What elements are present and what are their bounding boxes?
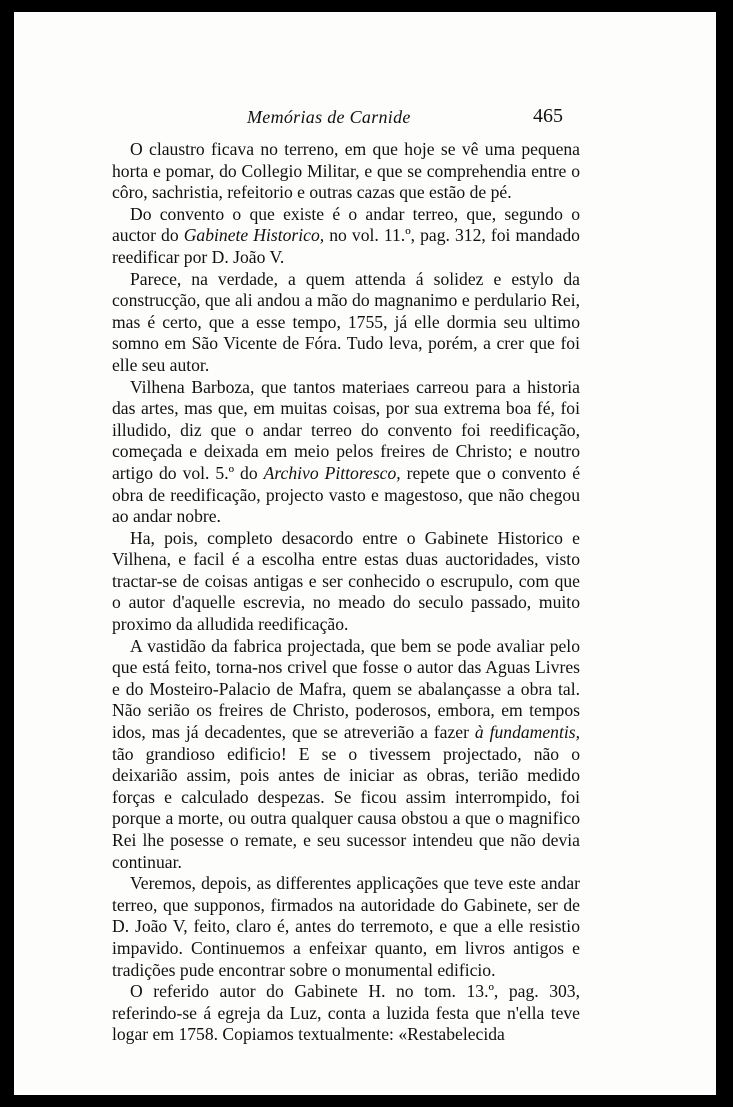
text-run: Vilhena Barboza, que tantos materiaes carreou para a historia das artes, mas que, em muitas coisas, por sua extrema boa fé, foi illudido, diz que o andar terreo do convento foi reedificação, começada e deixada em meio pelos freires de Christo; e noutro artigo do vol. 5.º do <box>112 376 580 483</box>
text-run: no vol. 11.º, pag. 312, foi mandado reedificar por D. João V. <box>112 225 580 267</box>
italic-title: Archivo Pittoresco, <box>263 462 401 483</box>
italic-title: Gabinete Historico, <box>183 225 325 246</box>
text-run: Veremos, depois, as differentes applicações que teve este andar terreo, que supponos, firmados na autoridade do Gabinete, ser de D. João V, feito, claro é, antes do terremoto, e que a elle resistio impavido. Continuemos a enfeixar quanto, em livros antigos e tradições pude encontrar sobre o monumental edificio. <box>112 873 580 980</box>
paragraph <box>112 636 580 874</box>
paragraph <box>112 139 580 204</box>
paragraph <box>112 204 580 269</box>
running-title: Memórias de Carnide <box>247 107 411 127</box>
body-text <box>112 139 580 1046</box>
text-run: Do convento o que existe é o andar terreo, que, segundo o auctor do <box>112 203 580 246</box>
page-header <box>14 107 716 131</box>
text-run: O claustro ficava no terreno, em que hoje se vê uma pequena horta e pomar, do Collegio Militar, e que se comprehendia entre o côro, sachristia, refeitorio e outras cazas que estão de pé. <box>112 139 580 203</box>
paragraph <box>112 873 580 981</box>
book-page <box>14 12 716 1095</box>
text-run: O referido autor do Gabinete H. no tom. 13.º, pag. 303, referindo-se á egreja da Luz, conta a luzida festa que n'ella teve logar em 1758. Copiamos textualmente: «Restabelecida <box>112 981 580 1045</box>
text-run: Parece, na verdade, a quem attenda á solidez e estylo da construcção, que ali andou a mão do magnanimo e perdulario Rei, mas é certo, que a esse tempo, 1755, já elle dormia seu ultimo somno em São Vicente de Fóra. Tudo leva, porém, a crer que foi elle seu autor. <box>112 268 580 375</box>
page-number: 465 <box>533 105 563 127</box>
text-run: tão grandioso edificio! E se o tivessem projectado, não o deixarião assim, pois antes de iniciar as obras, terião medido forças e calculado despezas. Se ficou assim interrompido, foi porque a morte, ou outra qualquer causa obstou a que o magnifico Rei lhe posesse o remate, e seu sucessor intendeu que não devia continuar. <box>112 743 580 872</box>
text-run: Ha, pois, completo desacordo entre o Gabinete Historico e Vilhena, e facil é a escolha entre estas duas auctoridades, visto tractar-se de coisas antigas e ser conhecido o escrupulo, com que o autor d'aquelle escrevia, no meado do seculo passado, muito proximo da alludida reedificação. <box>112 527 580 635</box>
text-run: A vastidão da fabrica projectada, que bem se pode avaliar pelo que está feito, torna-nos crivel que fosse o autor das Aguas Livres e do Mosteiro-Palacio de Mafra, quem se abalançasse a obra tal. Não serião os freires de Christo, poderosos, embora, em tempos idos, mas já decadentes, que se atreverião a fazer <box>112 635 580 743</box>
paragraph <box>112 528 580 636</box>
paragraph <box>112 377 580 528</box>
paragraph <box>112 981 580 1046</box>
italic-title: à fundamentis, <box>474 722 580 743</box>
paragraph <box>112 269 580 377</box>
text-run: repete que o convento é obra de reedificação, projecto vasto e magestoso, que não chegou ao andar nobre. <box>112 462 580 527</box>
